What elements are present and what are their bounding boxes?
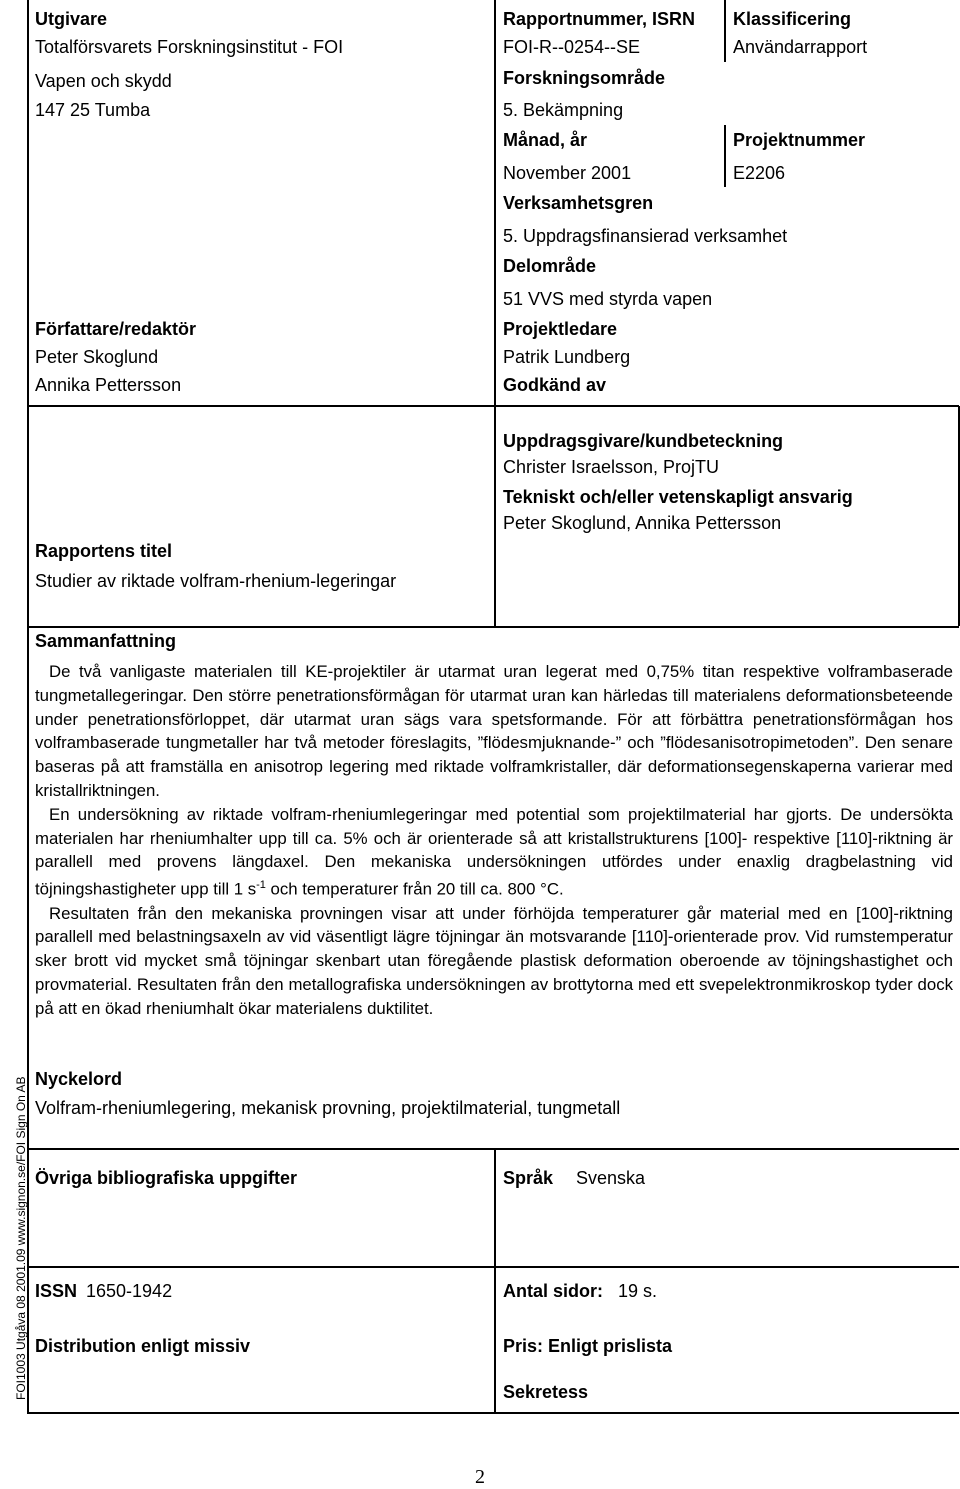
author-name: Peter Skoglund bbox=[35, 347, 159, 367]
classification-label: Klassificering bbox=[733, 9, 852, 29]
approved-by-label: Godkänd av bbox=[503, 375, 607, 395]
other-biblio-label: Övriga bibliografiska uppgifter bbox=[35, 1168, 298, 1188]
page-number: 2 bbox=[475, 1466, 485, 1488]
project-number-value: E2206 bbox=[733, 163, 786, 183]
summary-text bbox=[35, 660, 953, 1021]
divider bbox=[27, 405, 959, 407]
form-footer-code: FOI1003 Utgåva 08 2001.09 www.signon.se/FOI Sign On AB bbox=[14, 1076, 28, 1400]
divider bbox=[724, 125, 726, 187]
language-value: Svenska bbox=[576, 1168, 646, 1188]
report-title-value: Studier av riktade volfram-rhenium-legeringar bbox=[35, 571, 397, 591]
responsible-label: Tekniskt och/eller vetenskapligt ansvarig bbox=[503, 487, 853, 507]
superscript: -1 bbox=[256, 879, 266, 892]
business-branch-value: 5. Uppdragsfinansierad verksamhet bbox=[503, 226, 788, 246]
report-number-value: FOI-R--0254--SE bbox=[503, 37, 641, 57]
subarea-label: Delområde bbox=[503, 256, 597, 276]
subarea-value: 51 VVS med styrda vapen bbox=[503, 289, 713, 309]
client-value: Christer Israelsson, ProjTU bbox=[503, 457, 720, 477]
language-label: Språk bbox=[503, 1168, 554, 1188]
issn-label: ISSN bbox=[35, 1281, 78, 1301]
keywords-value: Volfram-rheniumlegering, mekanisk provning, projektilmaterial, tungmetall bbox=[35, 1098, 621, 1118]
responsible-value: Peter Skoglund, Annika Pettersson bbox=[503, 513, 782, 533]
issn-value: 1650-1942 bbox=[86, 1281, 173, 1301]
author-name: Annika Pettersson bbox=[35, 375, 182, 395]
distribution-label: Distribution enligt missiv bbox=[35, 1336, 251, 1356]
pages-label: Antal sidor: bbox=[503, 1281, 604, 1301]
project-number-label: Projektnummer bbox=[733, 130, 866, 150]
summary-paragraph: De två vanligaste materialen till KE-projektiler är utarmat uran legerat med 0,75% titan respektive volframbaserade tungmetallegeringar. Den större penetrationsförmågan för utarmat uran kan härledas till materialens deformationsbeteende under penetrationsförloppet, där utarmat uran sägs vara spetsformande. För att förbättra penetrationsförmågan hos volframbaserade tungmetaller har två metoder föreslagits, ”flödesmjuknande-” och ”flödesanisotropimetoden”. Den senare baseras på att framställa en anisotrop legering med riktade volframkristaller, där deformationsegenskaperna varierar med kristallriktningen. bbox=[35, 662, 953, 800]
divider bbox=[27, 1148, 959, 1150]
divider bbox=[27, 626, 959, 628]
divider bbox=[494, 1148, 496, 1414]
summary-paragraph-tail: och temperaturer från 20 till ca. 800 °C. bbox=[265, 879, 564, 899]
research-area-value: 5. Bekämpning bbox=[503, 100, 624, 120]
report-title-label: Rapportens titel bbox=[35, 541, 173, 561]
summary-label: Sammanfattning bbox=[35, 631, 177, 651]
publisher-line: Totalförsvarets Forskningsinstitut - FOI bbox=[35, 37, 344, 57]
client-label: Uppdragsgivare/kundbeteckning bbox=[503, 431, 784, 451]
project-leader-label: Projektledare bbox=[503, 319, 618, 339]
classification-value: Användarrapport bbox=[733, 37, 868, 57]
divider bbox=[494, 0, 496, 406]
report-number-label: Rapportnummer, ISRN bbox=[503, 9, 696, 29]
summary-paragraph bbox=[35, 803, 953, 902]
month-year-value: November 2001 bbox=[503, 163, 632, 183]
research-area-label: Forskningsområde bbox=[503, 68, 666, 88]
project-leader-value: Patrik Lundberg bbox=[503, 347, 631, 367]
divider bbox=[494, 406, 496, 626]
pages-value: 19 s. bbox=[618, 1281, 658, 1301]
price-label: Pris: Enligt prislista bbox=[503, 1336, 673, 1356]
publisher-line: 147 25 Tumba bbox=[35, 100, 151, 120]
divider bbox=[27, 1266, 959, 1268]
authors-label: Författare/redaktör bbox=[35, 319, 197, 339]
secrecy-label: Sekretess bbox=[503, 1382, 589, 1402]
summary-paragraph-text: En undersökning av riktade volfram-rheniumlegeringar med potential som projektilmaterial har gjorts. De undersökta materialen har rheniumhalter upp till ca. 5% och är orienterade så att kristallstrukturens [100]- respektive [110]-riktning är parallell med provens längdaxel. Den mekaniska undersökningen utfördes under enaxlig dragbelastning vid töjningshastigheter upp till 1 s bbox=[35, 804, 953, 899]
keywords-label: Nyckelord bbox=[35, 1069, 123, 1089]
publisher-line: Vapen och skydd bbox=[35, 71, 172, 91]
business-branch-label: Verksamhetsgren bbox=[503, 193, 654, 213]
divider bbox=[724, 0, 726, 62]
summary-paragraph: Resultaten från den mekaniska provningen visar att under förhöjda temperaturer går material med en [100]-riktning parallell med belastningsaxeln av vid väsentligt lägre töjningar än motsvarande [110]-orienterade prov. Vid rumstemperatur sker brott vid mycket små töjningar skenbart utan föregående plastisk deformation oberoende av töjningshastighet och provmaterial. Resultaten från den metallografiska undersökningen av brottytorna med ett svepelektronmikroskop tyder dock på att en ökad rheniumhalt ökar materialens duktilitet. bbox=[35, 903, 953, 1018]
publisher-label: Utgivare bbox=[35, 9, 108, 29]
month-year-label: Månad, år bbox=[503, 130, 588, 150]
